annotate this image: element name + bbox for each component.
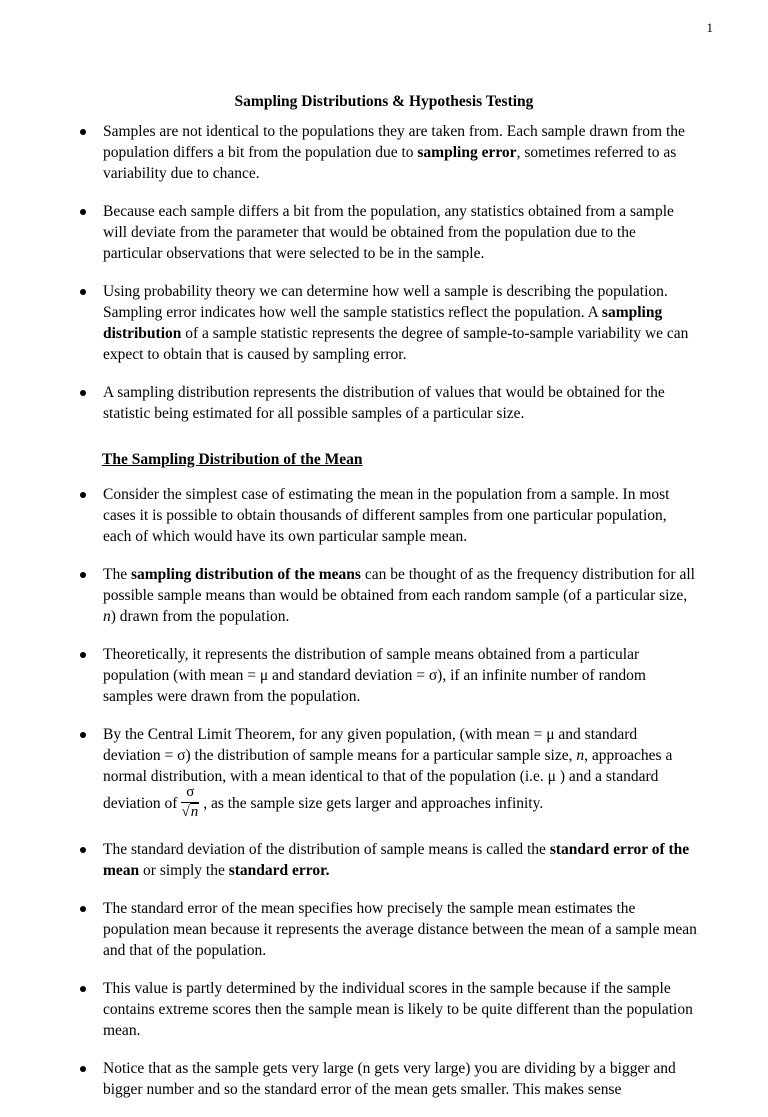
list-item: A sampling distribution represents the distribution of values that would be obtained for the statistic being estimated for all possible samples of a particular size.: [78, 382, 698, 424]
sigma-over-root-n-formula: $\frac{\sigma}{√n}$: [181, 784, 199, 820]
list-item: By the Central Limit Theorem, for any given population, (with mean = μ and standard deviation = σ) the distribution of sample means for a particular sample size, n, approaches a normal distribution, with a mean identical to that of the population (i.e. μ ) and a standard deviation of $\frac{\sigma}{√n}$ , as the sample size gets larger and approaches infinity.: [78, 724, 698, 822]
list-item: Theoretically, it represents the distribution of sample means obtained from a particular population (with mean = μ and standard deviation = σ), if an infinite number of random samples were drawn from the population.: [78, 644, 698, 707]
list-item: The sampling distribution of the means can be thought of as the frequency distribution for all possible sample means than would be obtained from each random sample (of a particular size, n) drawn from the population.: [78, 564, 698, 627]
list-item: Consider the simplest case of estimating the mean in the population from a sample. In most cases it is possible to obtain thousands of different samples from one particular population, each of which would have its own particular sample mean.: [78, 484, 698, 547]
list-item: Samples are not identical to the populations they are taken from. Each sample drawn from the population differs a bit from the population due to sampling error, sometimes referred to as variability due to chance.: [78, 121, 698, 184]
mean-bullet-list: [78, 484, 698, 1117]
list-item: Using probability theory we can determine how well a sample is describing the population. Sampling error indicates how well the sample statistics reflect the population. A sampling distribution of a sample statistic represents the degree of sample-to-sample variability we can expect to obtain that is caused by sampling error.: [78, 281, 698, 365]
document-title: Sampling Distributions & Hypothesis Testing: [234, 93, 534, 110]
section-heading: The Sampling Distribution of the Mean: [102, 451, 363, 468]
list-item: The standard deviation of the distribution of sample means is called the standard error of the mean or simply the standard error.: [78, 839, 698, 881]
list-item: The standard error of the mean specifies how precisely the sample mean estimates the population mean because it represents the average distance between the mean of a sample mean and that of the population.: [78, 898, 698, 961]
list-item: Because each sample differs a bit from the population, any statistics obtained from a sample will deviate from the parameter that would be obtained from the population due to the particular observations that were selected to be in the sample.: [78, 201, 698, 264]
page-number: 1: [706, 20, 713, 35]
intro-bullet-list: [78, 121, 698, 441]
list-item: Notice that as the sample gets very large (n gets very large) you are dividing by a bigger and bigger number and so the standard error of the mean gets smaller. This makes sense: [78, 1058, 698, 1100]
list-item: This value is partly determined by the individual scores in the sample because if the sample contains extreme scores then the sample mean is likely to be quite different than the population mean.: [78, 978, 698, 1041]
